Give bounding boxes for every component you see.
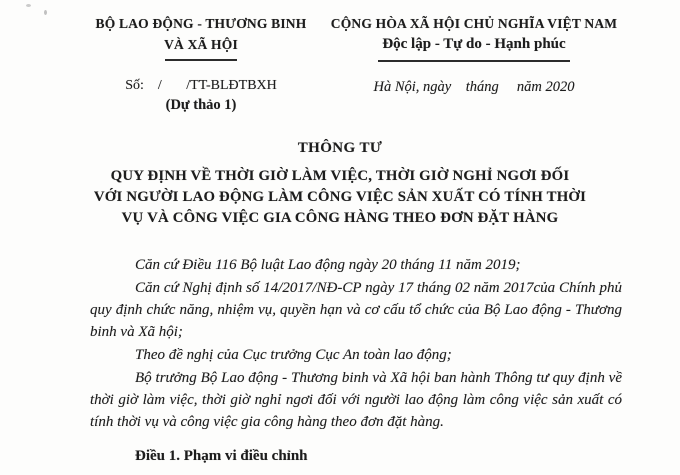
legal-basis-paragraph: Căn cứ Nghị định số 14/2017/NĐ-CP ngày 17 tháng 02 năm 2017của Chính phủ quy định chức năng, nhiệm vụ, quyền hạn và cơ cấu tổ chức của Bộ Lao động - Thương binh và Xã hội;	[90, 280, 622, 340]
legal-basis-paragraph: Theo đề nghị của Cục trưởng Cục An toàn lao động;	[135, 347, 452, 363]
national-name-line: CỘNG HÒA XÃ HỘI CHỦ NGHĨA VIỆT NAM	[330, 16, 618, 31]
enacting-paragraph: Bộ trưởng Bộ Lao động - Thương binh và Xã hội ban hành Thông tư quy định về thời giờ làm việc, thời giờ nghỉ ngơi đối với người lao động làm công việc sản xuất có tính thời vụ và công việc gia công hàng theo đơn đặt hàng.	[90, 370, 622, 430]
scan-artifact-speck	[26, 4, 31, 7]
subject-line-1: QUY ĐỊNH VỀ THỜI GIỜ LÀM VIỆC, THỜI GIỜ NGHỈ NGƠI ĐỐI	[110, 168, 570, 184]
subject-line-2: VỚI NGƯỜI LAO ĐỘNG LÀM CÔNG VIỆC SẢN XUẤT CÓ TÍNH THỜI	[93, 189, 587, 205]
national-motto-line: Độc lập - Tự do - Hạnh phúc	[382, 36, 566, 52]
scan-artifact-speck	[44, 10, 47, 15]
document-body	[90, 254, 622, 465]
legal-basis-paragraph: Căn cứ Điều 116 Bộ luật Lao động ngày 20 tháng 11 năm 2019;	[135, 257, 521, 273]
document-header	[0, 0, 680, 114]
draft-label: (Dự thảo 1)	[165, 97, 237, 113]
national-motto-block	[324, 13, 624, 114]
article-1-heading: Điều 1. Phạm vi điều chỉnh	[135, 448, 308, 464]
document-number: Số: / /TT-BLĐTBXH	[125, 78, 277, 93]
place-date-line: Hà Nội, ngày tháng năm 2020	[373, 79, 575, 95]
motto-divider	[378, 60, 570, 62]
subject-line-3: VỤ VÀ CÔNG VIỆC GIA CÔNG HÀNG THEO ĐƠN ĐẶT HÀNG	[121, 210, 559, 226]
document-title-block	[0, 140, 680, 229]
issuing-org-name-line2: VÀ XÃ HỘI	[164, 37, 238, 52]
document-type-title: THÔNG TƯ	[297, 140, 383, 156]
document-subject-title	[0, 166, 680, 229]
org-name-divider	[165, 59, 237, 61]
issuing-org-name-line1: BỘ LAO ĐỘNG - THƯƠNG BINH	[95, 16, 307, 31]
issuing-org-block	[78, 13, 324, 114]
